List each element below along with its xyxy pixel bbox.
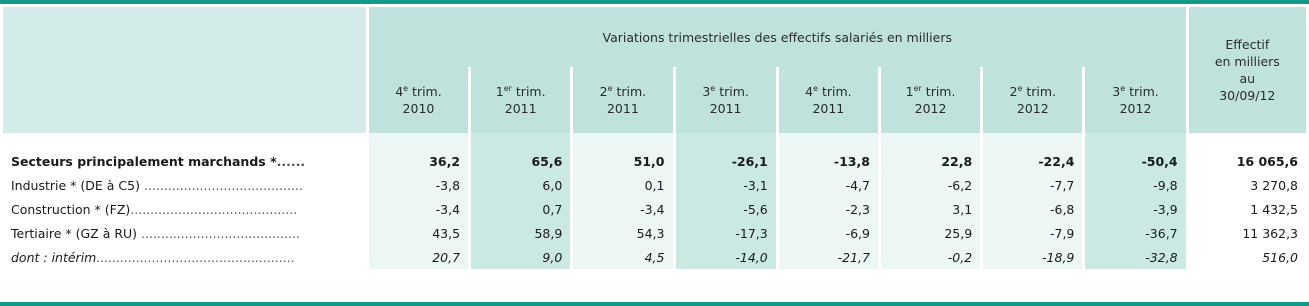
span-title: Variations trimestrielles des effectifs salariés en milliers <box>369 7 1186 67</box>
value-cell: 20,7 <box>369 245 468 269</box>
value-cell: -14,0 <box>676 245 776 269</box>
quarter-word: trim. <box>1026 84 1057 99</box>
quarter-header <box>573 67 672 133</box>
value-cell: -17,3 <box>676 221 776 245</box>
bottom-rule <box>0 302 1309 306</box>
quarter-suffix: er <box>503 83 512 93</box>
header-label-cell <box>3 7 366 133</box>
value-cell: -6,2 <box>881 173 980 197</box>
value-cell: -3,1 <box>676 173 776 197</box>
effectif-cell: 516,0 <box>1189 245 1306 269</box>
row-label-leader: ...... <box>276 153 306 169</box>
effectif-cell: 11 362,3 <box>1189 221 1306 245</box>
quarter-suffix: e <box>607 83 613 93</box>
quarter-suffix: e <box>403 83 409 93</box>
row-label-text: dont : intérim <box>11 249 97 265</box>
quarter-word: trim. <box>616 84 647 99</box>
value-cell: -13,8 <box>779 149 878 173</box>
table-row <box>3 245 1306 269</box>
gap-cell <box>779 133 878 149</box>
header-gap-row <box>3 133 1306 149</box>
gap-cell <box>1085 133 1185 149</box>
value-cell: -21,7 <box>779 245 878 269</box>
row-label <box>3 197 366 221</box>
gap-cell <box>881 133 980 149</box>
quarter-year: 2010 <box>402 101 435 116</box>
quarter-year: 2012 <box>1016 101 1049 116</box>
quarter-header <box>881 67 980 133</box>
quarter-word: trim. <box>1129 84 1159 99</box>
quarter-header <box>676 67 776 133</box>
quarter-suffix: e <box>1017 83 1023 93</box>
value-cell: -36,7 <box>1085 221 1185 245</box>
row-label-text: Tertiaire * (GZ à RU) <box>11 225 138 241</box>
gap-cell <box>676 133 776 149</box>
value-cell: -32,8 <box>1085 245 1185 269</box>
quarter-word: trim. <box>821 84 852 99</box>
quarter-number: 2 <box>1009 84 1018 99</box>
row-label <box>3 149 366 173</box>
effectif-cell: 1 432,5 <box>1189 197 1306 221</box>
row-label-leader: ........................................ <box>137 225 300 241</box>
quarter-number: 3 <box>1112 84 1121 99</box>
gap-cell <box>369 133 468 149</box>
row-label-text: Construction * (FZ) <box>11 201 131 217</box>
quarter-suffix: er <box>913 83 922 93</box>
quarter-year: 2011 <box>812 101 845 116</box>
employment-table <box>0 7 1309 269</box>
value-cell: -5,6 <box>676 197 776 221</box>
value-cell: -4,7 <box>779 173 878 197</box>
value-cell: 0,7 <box>471 197 570 221</box>
quarter-word: trim. <box>719 84 749 99</box>
row-label-leader: .................................................. <box>96 249 296 265</box>
quarter-header <box>369 67 468 133</box>
quarter-suffix: e <box>710 83 716 93</box>
effectif-cell: 16 065,6 <box>1189 149 1306 173</box>
table-row <box>3 173 1306 197</box>
quarter-suffix: e <box>813 83 818 93</box>
quarter-header <box>471 67 570 133</box>
gap-cell <box>1189 133 1306 149</box>
quarter-word: trim. <box>515 84 546 99</box>
value-cell: 4,5 <box>573 245 672 269</box>
effectif-header-line: Effectif <box>1225 37 1270 52</box>
gap-cell <box>3 133 366 149</box>
value-cell: 6,0 <box>471 173 570 197</box>
row-label <box>3 173 366 197</box>
effectif-header <box>1189 7 1306 133</box>
value-cell: 9,0 <box>471 245 570 269</box>
quarter-number: 1 <box>905 84 914 99</box>
quarter-number: 2 <box>599 84 608 99</box>
effectif-header-line: 30/09/12 <box>1219 88 1276 103</box>
quarter-word: trim. <box>412 84 442 99</box>
row-label <box>3 221 366 245</box>
quarter-header <box>779 67 878 133</box>
value-cell: 25,9 <box>881 221 980 245</box>
value-cell: -2,3 <box>779 197 878 221</box>
value-cell: -18,9 <box>983 245 1082 269</box>
quarter-year: 2012 <box>1119 101 1152 116</box>
quarter-suffix: e <box>1120 83 1126 93</box>
top-rule <box>0 0 1309 4</box>
table-row <box>3 149 1306 173</box>
table-row <box>3 197 1306 221</box>
gap-cell <box>573 133 672 149</box>
quarter-header <box>983 67 1082 133</box>
quarter-number: 1 <box>495 84 504 99</box>
row-label-leader: .......................................... <box>130 201 298 217</box>
value-cell: -3,8 <box>369 173 468 197</box>
value-cell: -0,2 <box>881 245 980 269</box>
value-cell: -6,8 <box>983 197 1082 221</box>
quarter-year: 2011 <box>606 101 639 116</box>
quarter-year: 2011 <box>709 101 742 116</box>
effectif-header-line: au <box>1239 71 1256 86</box>
value-cell: -6,9 <box>779 221 878 245</box>
effectif-header-line: en milliers <box>1214 54 1280 69</box>
value-cell: 65,6 <box>471 149 570 173</box>
gap-cell <box>983 133 1082 149</box>
value-cell: 3,1 <box>881 197 980 221</box>
effectif-cell: 3 270,8 <box>1189 173 1306 197</box>
value-cell: 36,2 <box>369 149 468 173</box>
value-cell: 43,5 <box>369 221 468 245</box>
value-cell: -7,7 <box>983 173 1082 197</box>
quarter-number: 4 <box>805 84 814 99</box>
value-cell: 54,3 <box>573 221 672 245</box>
table-body <box>3 149 1306 269</box>
quarter-number: 4 <box>395 84 404 99</box>
quarter-header <box>1085 67 1185 133</box>
value-cell: 51,0 <box>573 149 672 173</box>
value-cell: -26,1 <box>676 149 776 173</box>
value-cell: -3,4 <box>369 197 468 221</box>
value-cell: -7,9 <box>983 221 1082 245</box>
row-label <box>3 245 366 269</box>
quarter-number: 3 <box>702 84 711 99</box>
row-label-leader: ........................................ <box>139 177 303 193</box>
value-cell: -22,4 <box>983 149 1082 173</box>
table-row <box>3 221 1306 245</box>
header-row-top <box>3 7 1306 67</box>
quarter-year: 2011 <box>504 101 537 116</box>
value-cell: -50,4 <box>1085 149 1185 173</box>
value-cell: 22,8 <box>881 149 980 173</box>
gap-cell <box>471 133 570 149</box>
quarter-word: trim. <box>925 84 956 99</box>
value-cell: 58,9 <box>471 221 570 245</box>
row-label-text: Secteurs principalement marchands * <box>11 153 277 169</box>
row-label-text: Industrie * (DE à C5) <box>11 177 140 193</box>
value-cell: 0,1 <box>573 173 672 197</box>
value-cell: -3,4 <box>573 197 672 221</box>
value-cell: -3,9 <box>1085 197 1185 221</box>
value-cell: -9,8 <box>1085 173 1185 197</box>
quarter-year: 2012 <box>914 101 947 116</box>
